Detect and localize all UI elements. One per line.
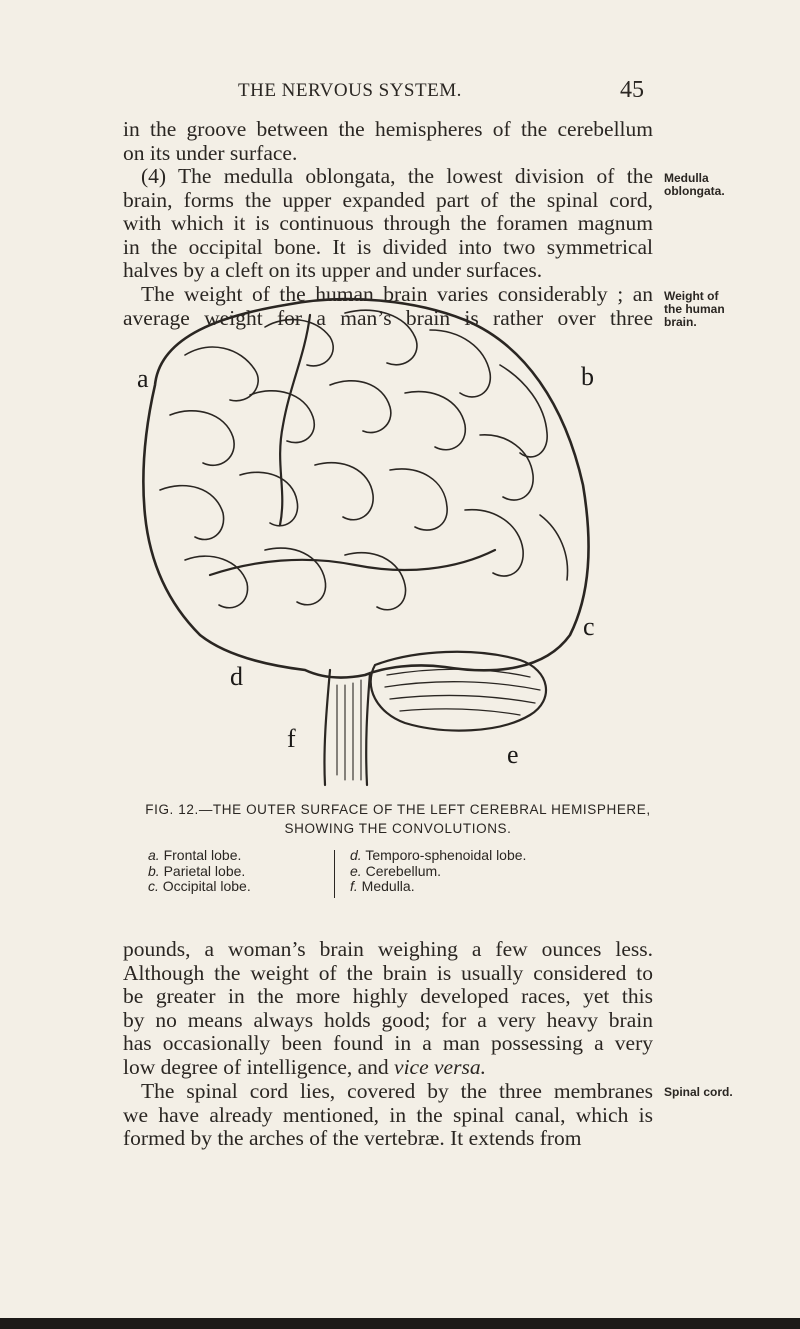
legend-item bbox=[148, 864, 318, 880]
text-line: (4) The medulla oblongata, the lowest division of the bbox=[141, 164, 653, 188]
legend-text: Frontal lobe. bbox=[163, 847, 242, 863]
figure-legend bbox=[148, 848, 668, 904]
margin-note-line: Spinal cord. bbox=[664, 1085, 733, 1099]
cerebellum bbox=[371, 652, 546, 731]
margin-note-spinal-cord bbox=[664, 1086, 794, 1099]
text-line: pounds, a woman’s brain weighing a few ounces less. bbox=[123, 937, 653, 961]
legend-letter: e. bbox=[350, 862, 362, 879]
text-line: halves by a cleft on its upper and under surfaces. bbox=[123, 258, 543, 283]
caption-line: FIG. 12.—THE OUTER SURFACE OF THE LEFT CEREBRAL HEMISPHERE, bbox=[145, 802, 651, 817]
legend-text: Temporo-sphenoidal lobe. bbox=[365, 847, 527, 863]
paragraph-spinal-cord bbox=[123, 1080, 653, 1151]
italic-phrase: vice versa. bbox=[394, 1054, 486, 1079]
text-line: Although the weight of the brain is usually considered to bbox=[123, 960, 653, 985]
label-e: e bbox=[507, 740, 519, 769]
brain-illustration bbox=[115, 275, 605, 795]
margin-note-line: brain. bbox=[664, 315, 697, 329]
legend-item bbox=[350, 864, 650, 880]
text-line: The weight of the human brain varies considerably ; an bbox=[141, 282, 653, 306]
text-line: we have already mentioned, in the spinal canal, which is bbox=[123, 1102, 653, 1127]
margin-note-line: Medulla bbox=[664, 171, 709, 185]
legend-item bbox=[148, 879, 318, 895]
text-line: with which it is continuous through the foramen magnum bbox=[123, 211, 653, 236]
margin-note-line: Weight of bbox=[664, 289, 719, 303]
text-line: has occasionally been found in a man possessing a very bbox=[123, 1031, 653, 1056]
hemisphere-outline bbox=[143, 299, 588, 677]
label-d: d bbox=[230, 662, 243, 691]
legend-text: Cerebellum. bbox=[365, 862, 442, 879]
text-line bbox=[123, 1056, 653, 1080]
legend-letter: a. bbox=[148, 847, 160, 863]
legend-column-left bbox=[148, 848, 318, 895]
margin-note-line: oblongata. bbox=[664, 184, 725, 198]
text-line: The spinal cord lies, covered by the three membranes bbox=[141, 1079, 653, 1103]
margin-note-medulla bbox=[664, 172, 794, 198]
caption-line: SHOWING THE CONVOLUTIONS. bbox=[284, 821, 512, 836]
brain-drawing bbox=[115, 275, 605, 795]
text-line: formed by the arches of the vertebræ. It extends from bbox=[123, 1126, 582, 1151]
page-number: 45 bbox=[620, 77, 644, 103]
margin-note-line: the human bbox=[664, 302, 725, 316]
legend-text: Medulla. bbox=[361, 878, 415, 894]
label-b: b bbox=[581, 362, 594, 391]
legend-divider bbox=[334, 850, 335, 898]
medulla bbox=[324, 670, 370, 785]
text-line: average weight for a man’s brain is rather over three bbox=[123, 305, 653, 330]
label-f: f bbox=[287, 724, 296, 753]
legend-text: Occipital lobe. bbox=[162, 878, 251, 894]
label-a: a bbox=[137, 364, 149, 393]
legend-letter: b. bbox=[148, 862, 160, 879]
legend-item bbox=[350, 879, 650, 895]
page-edge-scan-bar bbox=[0, 1318, 800, 1329]
text-line: be greater in the more highly developed races, yet this bbox=[123, 984, 653, 1009]
legend-column-right bbox=[350, 848, 650, 895]
running-title: THE NERVOUS SYSTEM. bbox=[238, 80, 462, 101]
text-line: in the groove between the hemispheres of the cerebellum bbox=[123, 117, 653, 141]
text-line: brain, forms the upper expanded part of the spinal cord, bbox=[123, 187, 653, 212]
paragraph-weight-continued bbox=[123, 938, 653, 1080]
legend-item bbox=[148, 848, 318, 864]
running-head bbox=[0, 77, 800, 108]
legend-letter: c. bbox=[148, 878, 159, 894]
text-line: in the occipital bone. It is divided into two symmetrical bbox=[123, 234, 653, 259]
legend-letter: d. bbox=[350, 847, 362, 863]
paragraph-medulla bbox=[123, 165, 653, 283]
legend-letter: f. bbox=[350, 878, 358, 894]
label-c: c bbox=[583, 612, 595, 641]
legend-item bbox=[350, 848, 650, 864]
text-line: on its under surface. bbox=[123, 140, 298, 165]
legend-text: Parietal lobe. bbox=[163, 862, 246, 879]
text-span: low degree of intelligence, and bbox=[123, 1054, 389, 1079]
paragraph-cerebellum bbox=[123, 118, 653, 165]
figure-caption bbox=[88, 800, 708, 838]
margin-note-weight bbox=[664, 290, 794, 329]
text-line: by no means always holds good; for a very heavy brain bbox=[123, 1007, 653, 1032]
